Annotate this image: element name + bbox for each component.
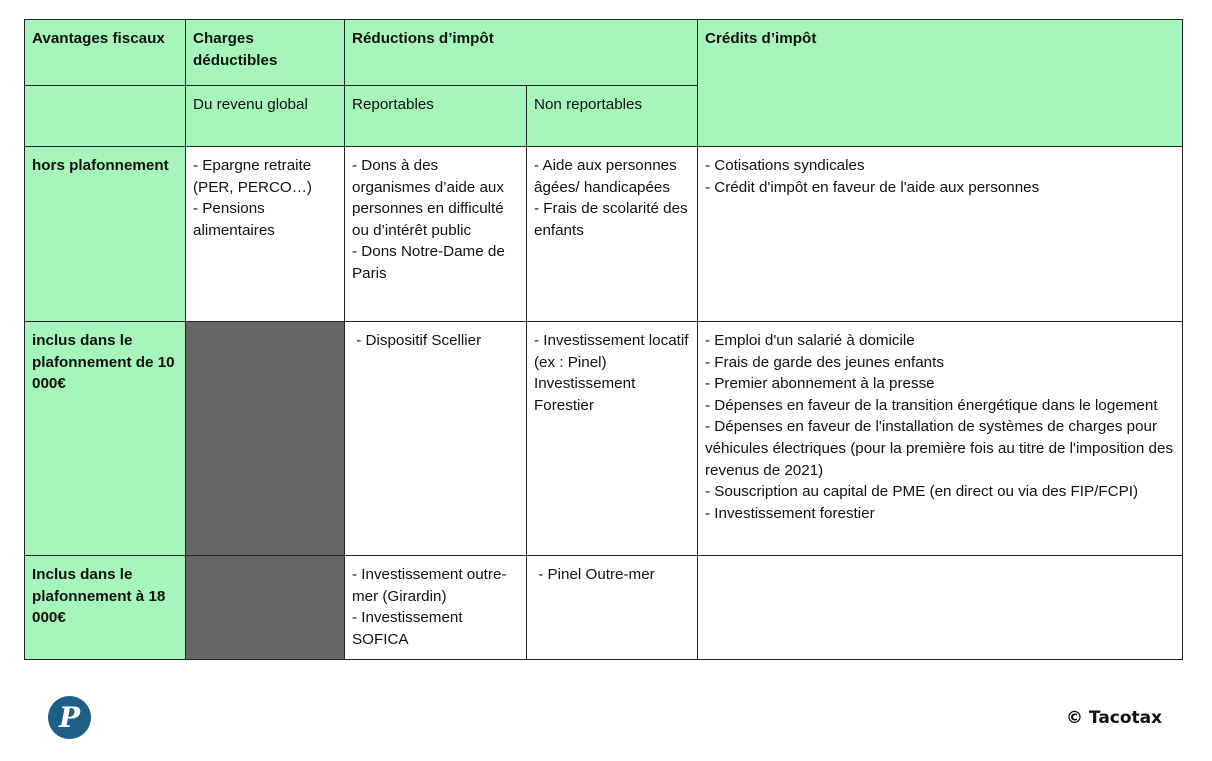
cell-reportables — [345, 556, 527, 660]
cell-non-reportables — [527, 556, 698, 660]
subheader-empty — [25, 86, 186, 147]
header-reductions: Réductions d’impôt — [345, 20, 698, 86]
subheader-non-reportables: Non reportables — [527, 86, 698, 147]
tax-advantages-table — [24, 19, 1183, 660]
cell-non-reportables — [527, 147, 698, 322]
cell-line: - Dispositif Scellier — [352, 332, 482, 349]
cell-non-reportables — [527, 322, 698, 556]
cell-line: - Dépenses en faveur de l'installation de systèmes de charges pour véhicules électriques (pour la première fois au titre de l'imposition des revenus de 2021) — [705, 418, 1178, 479]
row-label: hors plafonnement — [25, 147, 186, 322]
subheader-revenu-global: Du revenu global — [186, 86, 345, 147]
cell-line: - Dépenses en faveur de la transition énergétique dans le logement — [705, 396, 1158, 414]
row-label: inclus dans le plafonnement de 10 000€ — [25, 322, 186, 556]
cell-charges-shaded — [186, 322, 345, 556]
copyright-text: © Tacotax — [1066, 708, 1163, 728]
cell-credits — [698, 556, 1183, 660]
cell-line: - Premier abonnement à la presse — [705, 375, 935, 393]
cell-line: - Dons Notre-Dame de Paris — [352, 243, 510, 282]
row-label: Inclus dans le plafonnement à 18 000€ — [25, 556, 186, 660]
cell-line: - Epargne retraite (PER, PERCO…) — [193, 157, 316, 196]
cell-line: - Investissement locatif (ex : Pinel) Investissement Forestier — [534, 332, 693, 414]
cell-line: - Investissement SOFICA — [352, 609, 467, 648]
table-row — [25, 147, 1183, 322]
cell-line: - Pinel Outre-mer — [534, 566, 655, 583]
header-avantages: Avantages fiscaux — [25, 20, 186, 86]
cell-charges-shaded — [186, 556, 345, 660]
cell-charges — [186, 147, 345, 322]
cell-line: - Pensions alimentaires — [193, 200, 275, 239]
cell-line: - Frais de garde des jeunes enfants — [705, 353, 944, 371]
subheader-reportables: Reportables — [345, 86, 527, 147]
cell-credits — [698, 322, 1183, 556]
cell-line: - Crédit d'impôt en faveur de l'aide aux personnes — [705, 178, 1040, 196]
table-row — [25, 556, 1183, 660]
header-charges: Charges déductibles — [186, 20, 345, 86]
cell-line: - Aide aux personnes âgées/ handicapées — [534, 157, 681, 196]
cell-line: - Emploi d'un salarié à domicile — [705, 332, 915, 349]
cell-line: - Cotisations syndicales — [705, 157, 865, 174]
table-row — [25, 322, 1183, 556]
cell-line: - Investissement outre-mer (Girardin) — [352, 566, 507, 605]
cell-reportables — [345, 322, 527, 556]
cell-reportables — [345, 147, 527, 322]
cell-line: - Frais de scolarité des enfants — [534, 200, 692, 239]
cell-line: - Investissement forestier — [705, 504, 875, 522]
cell-line: - Dons à des organismes d’aide aux personnes en difficulté ou d’intérêt public — [352, 157, 509, 239]
brand-logo-icon: P — [48, 696, 91, 739]
cell-credits — [698, 147, 1183, 322]
cell-line: - Souscription au capital de PME (en direct ou via des FIP/FCPI) — [705, 483, 1139, 501]
header-credits: Crédits d’impôt — [698, 20, 1183, 147]
table-header-row — [25, 20, 1183, 86]
